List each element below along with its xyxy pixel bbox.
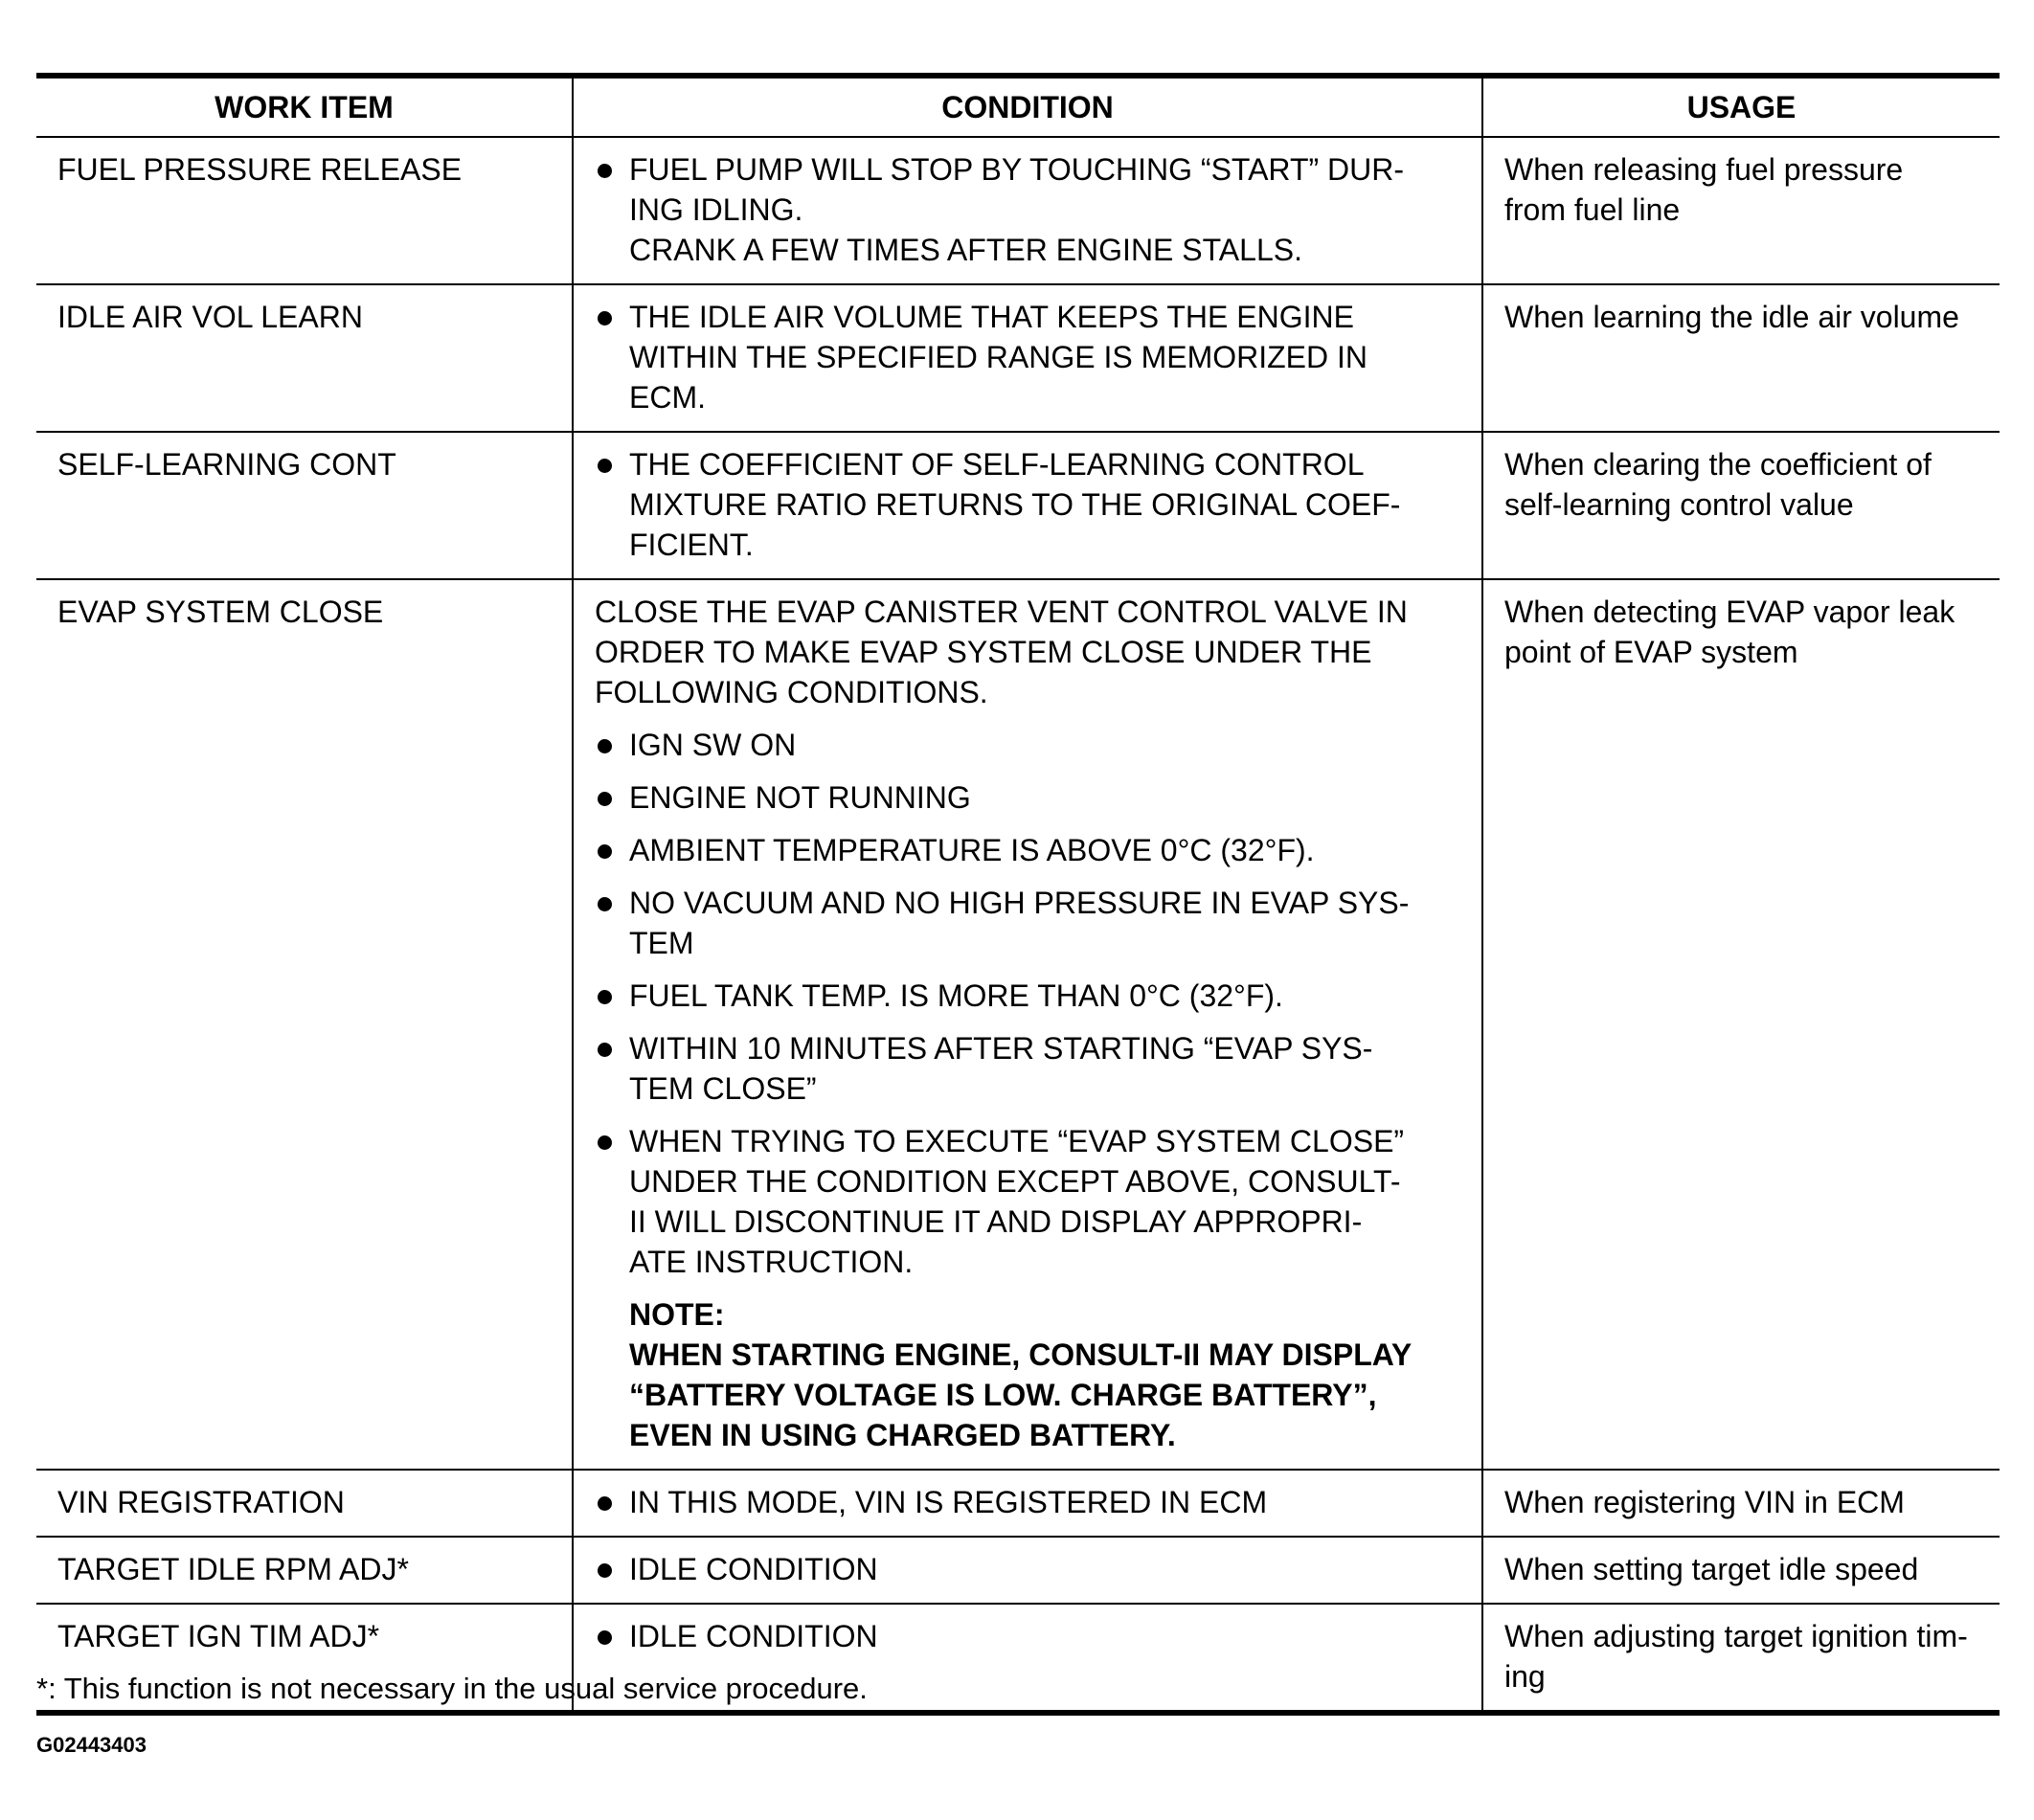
condition-bullet: FUEL PUMP WILL STOP BY TOUCHING “START” DUR- ING IDLING. CRANK A FEW TIMES AFTER ENGINE STALLS. <box>595 149 1460 270</box>
note-text: WHEN STARTING ENGINE, CONSULT-II MAY DISPLAY “BATTERY VOLTAGE IS LOW. CHARGE BATTERY”, EVEN IN USING CHARGED BATTERY. <box>629 1337 1412 1452</box>
work-item-cell: EVAP SYSTEM CLOSE <box>36 579 573 1470</box>
header-work-item: WORK ITEM <box>36 76 573 137</box>
header-condition: CONDITION <box>573 76 1482 137</box>
work-item-cell: TARGET IDLE RPM ADJ* <box>36 1537 573 1604</box>
work-support-sheet <box>36 73 2000 1716</box>
table-row <box>36 1537 2000 1604</box>
usage-cell: When detecting EVAP vapor leak point of EVAP system <box>1482 579 2000 1470</box>
work-item-cell: TARGET IGN TIM ADJ* <box>36 1604 573 1713</box>
condition-bullet: THE IDLE AIR VOLUME THAT KEEPS THE ENGINE WITHIN THE SPECIFIED RANGE IS MEMORIZED IN ECM. <box>595 297 1460 417</box>
usage-cell: When setting target idle speed <box>1482 1537 2000 1604</box>
condition-cell <box>573 284 1482 432</box>
work-item-cell: VIN REGISTRATION <box>36 1470 573 1537</box>
table-row <box>36 579 2000 1470</box>
header-usage: USAGE <box>1482 76 2000 137</box>
work-item-cell: IDLE AIR VOL LEARN <box>36 284 573 432</box>
condition-bullet: WITHIN 10 MINUTES AFTER STARTING “EVAP SYS- TEM CLOSE” <box>595 1028 1460 1109</box>
usage-cell: When registering VIN in ECM <box>1482 1470 2000 1537</box>
condition-bullet: IDLE CONDITION <box>595 1549 1460 1589</box>
condition-cell <box>573 1537 1482 1604</box>
footnote: *: This function is not necessary in the usual service procedure. <box>36 1672 868 1705</box>
table-header-row <box>36 76 2000 137</box>
condition-bullet: WHEN TRYING TO EXECUTE “EVAP SYSTEM CLOSE” UNDER THE CONDITION EXCEPT ABOVE, CONSULT- II WILL DISCONTINUE IT AND DISPLAY APPROPRI- ATE INSTRUCTION. <box>595 1121 1460 1282</box>
table-row <box>36 1470 2000 1537</box>
condition-cell <box>573 579 1482 1470</box>
table-body <box>36 137 2000 1713</box>
note-label: NOTE: <box>629 1297 725 1332</box>
usage-cell: When learning the idle air volume <box>1482 284 2000 432</box>
condition-cell <box>573 432 1482 579</box>
condition-cell <box>573 1470 1482 1537</box>
condition-bullet: IDLE CONDITION <box>595 1616 1460 1656</box>
work-item-cell: SELF-LEARNING CONT <box>36 432 573 579</box>
condition-bullet: AMBIENT TEMPERATURE IS ABOVE 0°C (32°F). <box>595 830 1460 870</box>
table-row <box>36 137 2000 284</box>
table-row <box>36 432 2000 579</box>
condition-bullet: THE COEFFICIENT OF SELF-LEARNING CONTROL MIXTURE RATIO RETURNS TO THE ORIGINAL COEF- FICIENT. <box>595 444 1460 565</box>
work-support-table <box>36 73 2000 1716</box>
usage-cell: When releasing fuel pressure from fuel line <box>1482 137 2000 284</box>
condition-bullet: FUEL TANK TEMP. IS MORE THAN 0°C (32°F). <box>595 976 1460 1016</box>
note-block <box>595 1294 1460 1455</box>
work-item-cell: FUEL PRESSURE RELEASE <box>36 137 573 284</box>
condition-bullet: ENGINE NOT RUNNING <box>595 777 1460 818</box>
condition-bullet: IGN SW ON <box>595 725 1460 765</box>
condition-cell <box>573 137 1482 284</box>
condition-bullet: IN THIS MODE, VIN IS REGISTERED IN ECM <box>595 1482 1460 1522</box>
condition-intro: CLOSE THE EVAP CANISTER VENT CONTROL VALVE IN ORDER TO MAKE EVAP SYSTEM CLOSE UNDER THE FOLLOWING CONDITIONS. <box>595 595 1408 709</box>
figure-id: G02443403 <box>36 1733 147 1757</box>
usage-cell: When clearing the coefficient of self-learning control value <box>1482 432 2000 579</box>
usage-cell: When adjusting target ignition tim- ing <box>1482 1604 2000 1713</box>
condition-bullet: NO VACUUM AND NO HIGH PRESSURE IN EVAP SYS- TEM <box>595 883 1460 963</box>
table-row <box>36 284 2000 432</box>
